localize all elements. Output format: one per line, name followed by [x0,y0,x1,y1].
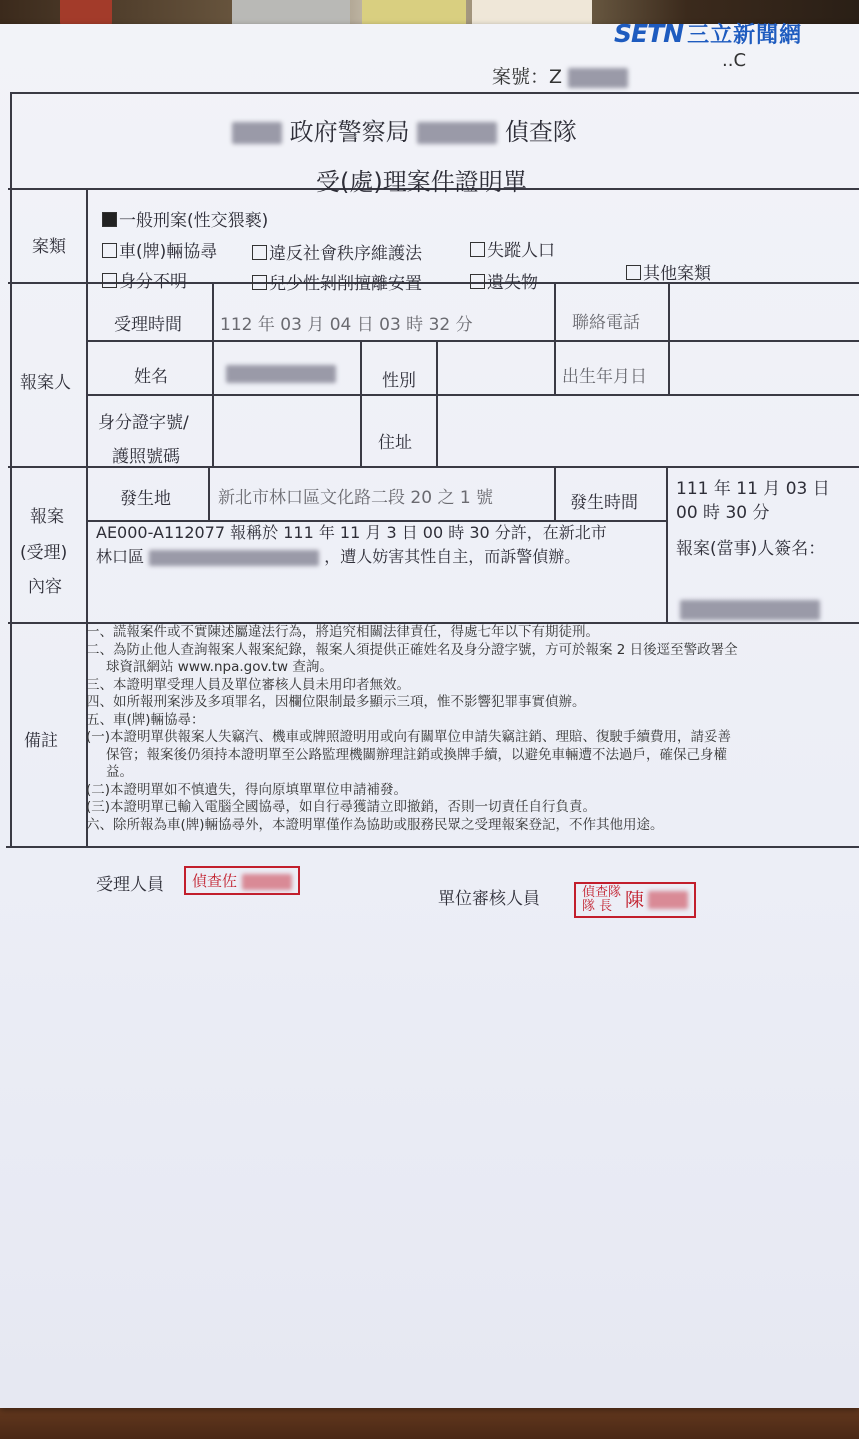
option-text: 身分不明 [119,272,187,292]
logo-brand: SETN [614,18,684,48]
place-value: 新北市林口區文化路二段 20 之 1 號 [218,488,494,508]
case-type-option-6 [470,268,538,293]
remark-line: 益。 [106,764,133,780]
remark-line: (二)本證明單如不慎遺失，得向原填單單位申請補發。 [86,781,408,798]
reviewer-stamp-unit: 偵查隊 [582,885,622,900]
option-text: 遺失物 [487,273,538,293]
signature-area [680,600,820,620]
checkbox-checked [102,212,117,227]
remarks-label: 備註 [24,731,58,751]
remark-line: (三)本證明單已輸入電腦全國協尋，如自行尋獲請立即撤銷，否則一切責任自行負責。 [86,799,597,815]
watermark-logo [614,18,802,48]
content-tail: ，遭人妨害其性自主，而訴警偵辦。 [324,547,581,566]
redacted-signature [680,600,820,620]
time-value-2: 00 時 30 分 [676,503,770,523]
phone-label: 聯絡電話 [572,313,640,333]
checkbox [102,243,117,258]
redacted-city [232,122,282,144]
option-text: 一般刑案(性交猥褻) [119,211,269,231]
place-label: 發生地 [120,489,171,509]
report-label-2: (受理) [20,543,68,563]
checkbox [626,265,641,280]
reporter-label: 報案人 [20,373,71,393]
case-number-tail: ..C [722,50,747,71]
time-value-1: 111 年 11 月 03 日 [676,479,830,499]
redacted-receiver [242,874,292,890]
option-text: 失蹤人口 [487,241,555,261]
receiver-stamp [184,866,300,895]
remark-line: 一、謊報案件或不實陳述屬違法行為，將追究相關法律責任，得處七年以下有期徒刑。 [86,624,599,640]
case-type-option-7 [626,259,711,284]
name-value [226,364,336,384]
id-label-2: 護照號碼 [112,447,180,467]
option-text: 兒少性剝削擅離安置 [269,274,422,294]
reviewer-stamp-surname: 陳 [625,889,645,911]
time-label: 發生時間 [570,493,638,513]
receiver-label: 受理人員 [96,875,164,895]
redacted-district [417,122,497,144]
case-type-option-2 [252,239,422,264]
report-label-3: 內容 [28,577,62,597]
gender-label: 性別 [382,371,416,391]
logo-cn: 三立新聞網 [687,22,803,48]
form-title: 受(處)理案件證明單 [316,168,527,196]
case-type-option-1 [102,237,217,262]
remark-line: 保管；報案後仍須持本證明單至公路監理機關辦理註銷或換牌手續，以避免車輛遭不法過戶，確保己身權 [106,746,727,763]
redacted-name [226,365,336,383]
remarks-text [86,624,856,834]
redacted-location [149,550,319,566]
case-type-option-4 [102,267,187,292]
remark-line: 三、本證明單受理人員及單位審核人員未用印者無效。 [86,676,410,693]
remark-line: 二、為防止他人查詢報案人報案紀錄，報案人須提供正確姓名及身分證字號，方可於報案 2 日後逕至警政署全 [86,641,738,658]
remark-line: 五、車(牌)輛協尋： [86,711,205,728]
agency-name [232,112,577,147]
report-label-1: 報案 [30,507,64,527]
receiver-stamp-text: 偵查佐 [192,872,238,890]
remark-line: 球資訊網站 www.npa.gov.tw 查詢。 [106,659,333,675]
remark-line: 六、除所報為車(牌)輛協尋外，本證明單僅作為協助或服務民眾之受理報案登記，不作其他用途。 [86,816,664,833]
checkbox [470,242,485,257]
report-content-line-1: AE000-A112077 報稱於 111 年 11 月 3 日 00 時 30 分許，在新北市 [96,523,607,542]
case-type-label: 案類 [32,237,66,257]
agency-bureau: 政府警察局 [289,118,410,146]
redacted-reviewer [648,891,688,909]
address-label: 住址 [378,433,412,453]
reviewer-stamp [574,882,696,918]
received-time-value: 112 年 03 月 04 日 03 時 32 分 [220,315,473,335]
case-type-option-3 [470,236,555,261]
case-type-option-5 [252,269,422,294]
remark-line: (一)本證明單供報案人失竊汽、機車或牌照證明用或向有關單位申請失竊註銷、理賠、復駛手續費用，請妥善 [86,729,732,745]
option-text: 其他案類 [643,264,711,284]
case-number [492,62,628,89]
redacted-case-number [568,68,628,88]
birth-label: 出生年月日 [562,367,647,387]
case-number-label: 案號：Z [492,66,563,88]
checkbox [252,275,267,290]
checkbox [470,274,485,289]
checkbox [252,245,267,260]
agency-unit: 偵查隊 [504,118,577,146]
name-label: 姓名 [134,367,168,387]
content-location: 林口區 [96,547,145,566]
reviewer-label: 單位審核人員 [438,889,540,909]
signature-label: 報案(當事)人簽名： [676,539,826,559]
checkbox [102,273,117,288]
id-label-1: 身分證字號/ [98,413,189,433]
option-text: 違反社會秩序維護法 [269,244,422,264]
remark-line: 四、如所報刑案涉及多項罪名，因欄位限制最多顯示三項，惟不影響犯罪事實偵辦。 [86,694,586,710]
option-text: 車(牌)輛協尋 [119,242,218,262]
reviewer-stamp-title: 隊 長 [582,899,613,914]
case-type-option-0 [102,206,268,231]
received-time-label: 受理時間 [114,315,182,335]
report-content-line-2 [96,544,580,567]
